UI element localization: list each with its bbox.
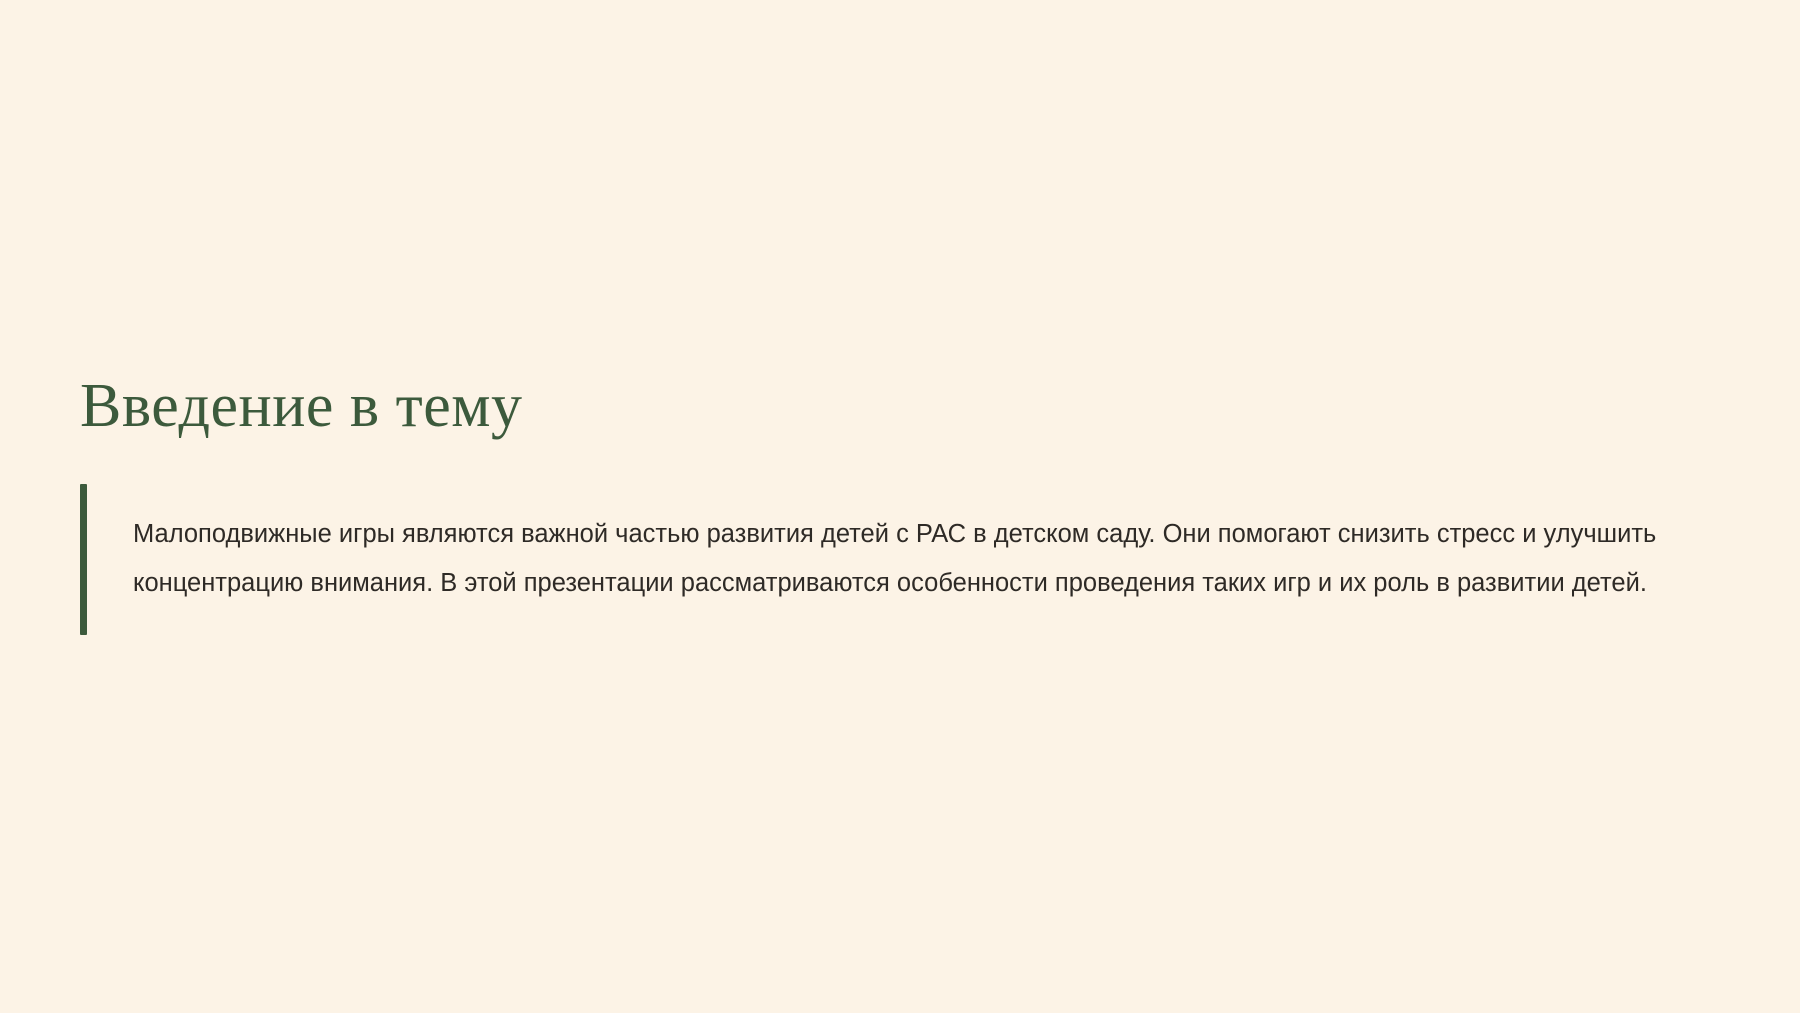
accent-bar [80, 484, 87, 634]
page-title: Введение в тему [80, 372, 523, 440]
body-block [80, 484, 1720, 634]
body-paragraph: Малоподвижные игры являются важной частью развития детей с РАС в детском саду. Они помогают снизить стресс и улучшить концентрацию внимания. В этой презентации рассматриваются особенности проведения таких игр и их роль в развитии детей. [133, 519, 1657, 598]
slide-content [80, 372, 1720, 635]
